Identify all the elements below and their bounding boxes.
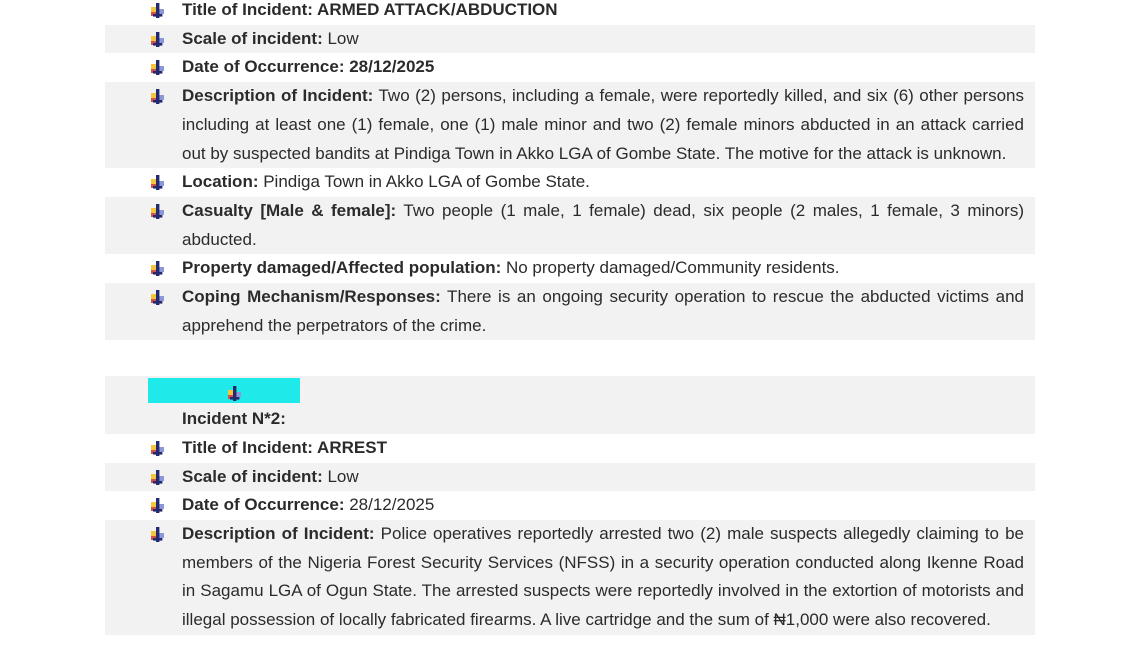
incident1-scale-row — [105, 25, 1035, 54]
down-arrow-bullet-icon — [150, 204, 165, 220]
field-text — [182, 491, 1024, 520]
field-label: Scale of incident: — [182, 466, 323, 486]
field-value: Pindiga Town in Akko LGA of Gombe State. — [258, 172, 590, 192]
field-label: Description of Incident: — [182, 523, 375, 543]
field-value: Police operatives reportedly arrested two (2) male suspects allegedly claiming to be members of the Nigeria Forest Security Services (NFSS) in a security operation conducted along Ikenne Road in Sagamu LGA of Ogun State. The arrested suspects were reportedly involved in the extortion of motorists and illegal possession of locally fabricated firearms. A live cartridge and the sum of ₦1,000 were also recovered. — [182, 523, 1024, 630]
field-value: There is an ongoing security operation to rescue the abducted victims and apprehend the perpetrators of the crime. — [182, 287, 1024, 335]
field-text — [182, 168, 1024, 197]
field-value: ARMED ATTACK/ABDUCTION — [312, 0, 558, 19]
down-arrow-bullet-icon — [150, 175, 165, 191]
field-text — [182, 0, 1024, 25]
field-text — [182, 434, 1024, 463]
down-arrow-bullet-icon — [150, 290, 165, 306]
field-value: Two people (1 male, 1 female) dead, six people (2 males, 1 female, 3 minors) abducted. — [182, 200, 1024, 249]
incident1-date-row — [105, 53, 1035, 82]
field-text — [182, 283, 1024, 340]
down-arrow-bullet-icon — [150, 60, 165, 76]
field-label: Title of Incident: — [182, 437, 313, 457]
field-value: Low — [322, 466, 359, 486]
incident2-description-row — [105, 520, 1035, 635]
down-arrow-bullet-icon — [227, 387, 242, 406]
field-text — [182, 254, 1024, 283]
down-arrow-bullet-icon — [150, 527, 165, 543]
field-label: Property damaged/Affected population: — [182, 258, 502, 278]
down-arrow-bullet-icon — [150, 261, 165, 277]
field-label: Location: — [182, 172, 259, 192]
field-label: Date of Occurrence: — [182, 495, 345, 515]
incident2-title-row — [105, 434, 1035, 463]
down-arrow-bullet-icon — [150, 470, 165, 486]
field-value: 28/12/2025 — [344, 495, 435, 515]
down-arrow-bullet-icon — [150, 3, 165, 19]
down-arrow-bullet-icon — [150, 32, 165, 48]
field-value: 28/12/2025 — [344, 57, 435, 77]
field-label: Coping Mechanism/Responses: — [182, 287, 441, 307]
incident2-date-row — [105, 491, 1035, 520]
incident1-title-row — [105, 0, 1035, 25]
field-text — [182, 520, 1024, 635]
field-label: Description of Incident: — [182, 86, 374, 106]
incident1-description-row — [105, 82, 1035, 168]
field-label: Casualty [Male & female]: — [182, 200, 397, 220]
field-value: Two (2) persons, including a female, were reportedly killed, and six (6) other persons including at least one (1) female, one (1) male minor and two (2) female minors abducted in an attack carried out by suspected bandits at Pindiga Town in Akko LGA of Gombe State. The motive for the attack is unknown. — [182, 86, 1024, 163]
field-label: Date of Occurrence: — [182, 57, 345, 77]
incident1-casualty-row — [105, 197, 1035, 254]
field-text — [182, 197, 1024, 254]
incident2-header-label: Incident N*2: — [182, 409, 286, 429]
down-arrow-bullet-icon — [150, 441, 165, 457]
field-text — [182, 405, 1024, 434]
incident2-header-row — [105, 376, 1035, 433]
down-arrow-bullet-icon — [150, 89, 165, 105]
field-value: No property damaged/Community residents. — [501, 258, 840, 278]
incident1-coping-row — [105, 283, 1035, 340]
field-value: ARREST — [312, 437, 387, 457]
blank-line — [0, 340, 1140, 376]
incident1-location-row — [105, 168, 1035, 197]
incident2-scale-row — [105, 463, 1035, 492]
field-label: Scale of incident: — [182, 28, 323, 48]
field-text — [182, 463, 1024, 492]
field-text — [182, 25, 1024, 54]
field-text — [182, 53, 1024, 82]
field-text — [182, 82, 1024, 168]
field-label: Title of Incident: — [182, 0, 313, 19]
field-value: Low — [322, 28, 359, 48]
down-arrow-bullet-icon — [150, 498, 165, 514]
incident1-property-row — [105, 254, 1035, 283]
